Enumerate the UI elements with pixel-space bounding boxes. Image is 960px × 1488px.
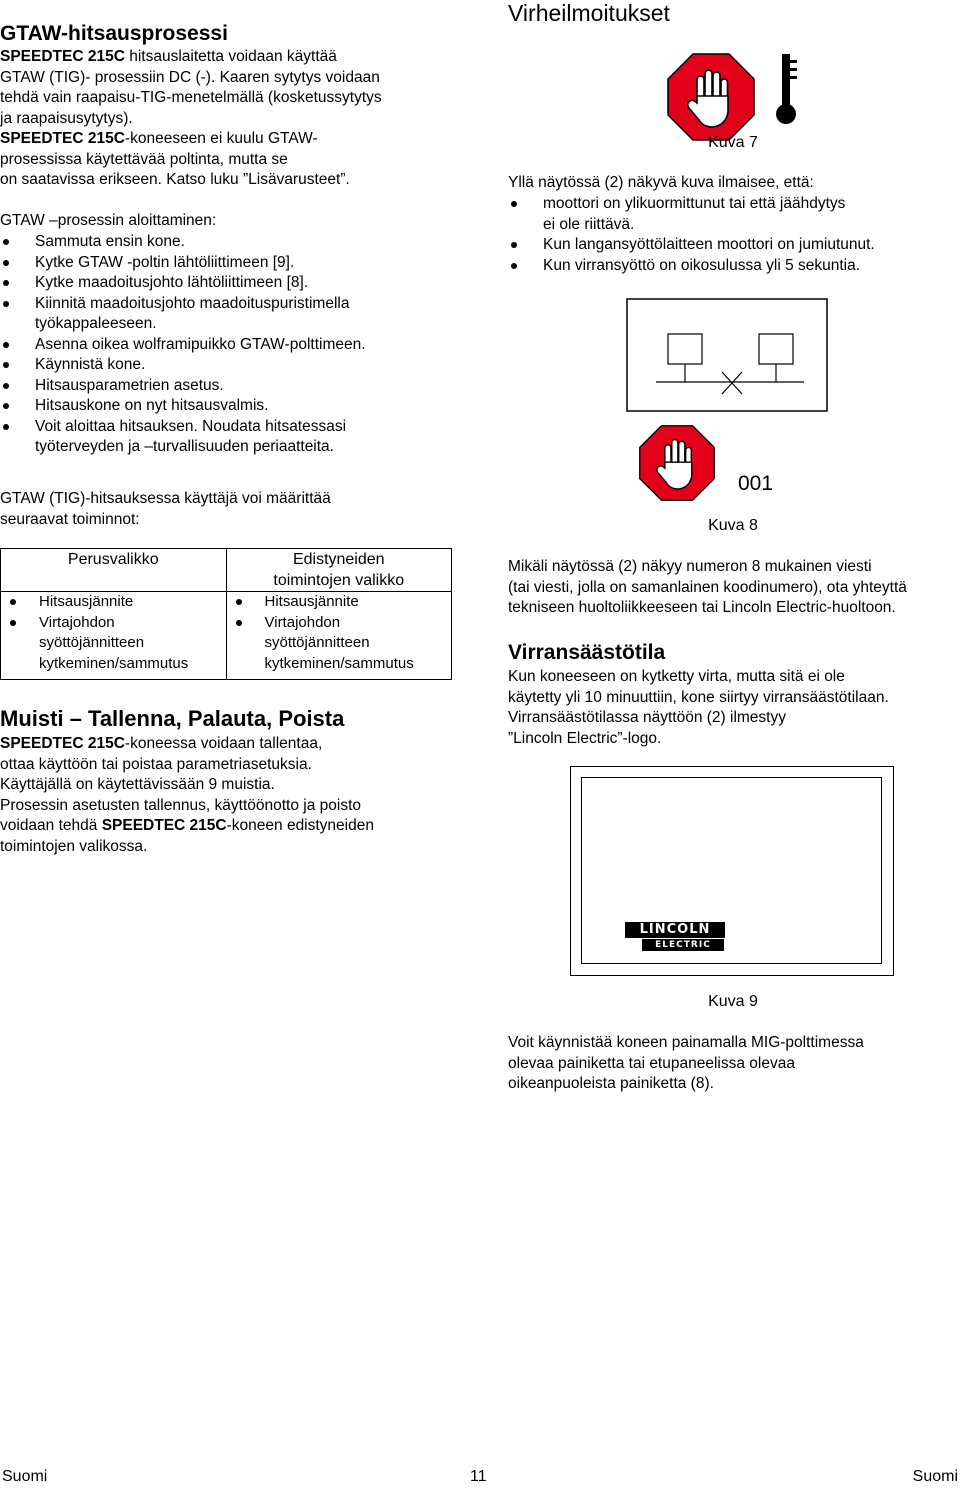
list-item-line: moottori on ylikuormittunut tai että jäähdytys [543,195,846,212]
user-def-line: GTAW (TIG)-hitsauksessa käyttäjä voi määrittää [0,490,331,507]
service-message [508,557,960,619]
user-def-text [0,489,480,530]
model-name: SPEEDTEC 215C [0,735,125,752]
gtaw-title: GTAW-hitsausprosessi [0,22,228,45]
table-cell-advanced [226,592,452,680]
list-item-line: työkappaleeseen. [35,315,157,332]
lincoln-logo-bottom: ELECTRIC [642,939,724,951]
list-item-line: kytkeminen/sammutus [264,654,414,672]
figure-caption-kuva7: Kuva 7 [708,134,758,151]
service-line: tekniseen huoltoliikkeeseen tai Lincoln Electric-huoltoon. [508,599,896,616]
memory-line: -koneen edistyneiden [226,817,374,834]
user-def-line: seuraavat toiminnot: [0,510,140,528]
intro-line: GTAW (TIG)- prosessiin DC (-). Kaaren sytytys voidaan [0,68,380,86]
start-line: olevaa painiketta tai etupaneelissa olevaa [508,1054,795,1072]
list-item [0,417,480,458]
start-steps [0,232,480,458]
model-name: SPEEDTEC 215C [0,48,125,65]
footer-language-left: Suomi [2,1468,48,1485]
error-code: 001 [738,472,774,495]
list-item: Kun virransyöttö on oikosulussa yli 5 sekuntia. [508,256,958,277]
list-item: Hitsausparametrien asetus. [0,376,480,397]
table-header-advanced [226,549,452,592]
memory-text [0,734,480,857]
intro-line: hitsauslaitetta voidaan käyttää [124,48,337,65]
intro-line: prosessissa käytettävää poltinta, mutta se [0,150,288,168]
list-item-line: Virtajohdon [264,613,341,631]
memory-line: Käyttäjällä on käytettävissään 9 muistia. [0,776,275,793]
list-item [1,613,226,675]
memory-line: ottaa käyttöön tai poistaa parametriasetuksia. [0,755,312,773]
power-save-text [508,667,960,749]
intro-line: on saatavissa erikseen. Katso luku ”Lisävarusteet”. [0,171,350,188]
errors-title: Virheilmoitukset [508,0,670,26]
list-item: Asenna oikea wolframipuikko GTAW-polttimeen. [0,335,480,356]
list-item: Hitsauskone on nyt hitsausvalmis. [0,396,480,417]
power-save-title: Virransäästötila [508,641,666,664]
figure-caption-kuva8: Kuva 8 [708,517,758,534]
intro-line: tehdä vain raapaisu-TIG-menetelmällä (kosketussytytys [0,89,382,106]
list-item [0,294,480,335]
footer-language-right: Suomi [912,1468,958,1485]
list-item: Kytke GTAW -poltin lähtöliittimeen [9]. [0,253,480,274]
memory-line: -koneessa voidaan tallentaa, [124,735,323,752]
intro-line: -koneeseen ei kuulu GTAW- [124,130,318,147]
list-item-line: Kiinnitä maadoitusjohto maadoituspuristimella [35,294,350,312]
service-line: Mikäli näytössä (2) näkyy numeron 8 mukainen viesti [508,558,872,575]
stop-hand-icon [638,424,716,502]
start-heading: GTAW –prosessin aloittaminen: [0,212,217,229]
list-item: Sammuta ensin kone. [0,232,480,253]
menu-table [0,548,452,680]
page-number: 11 [470,1468,487,1485]
stop-hand-icon [666,52,756,142]
power-line: Kun koneeseen on kytketty virta, mutta sitä ei ole [508,668,845,685]
header-line: toimintojen valikko [273,572,405,589]
header-line: Edistyneiden [292,551,385,568]
errors-list [508,194,958,276]
table-header-basic: Perusvalikko [1,549,227,592]
list-item: Hitsausjännite [1,592,226,613]
start-line: Voit käynnistää koneen painamalla MIG-polttimessa [508,1034,864,1051]
display-screen [581,777,882,964]
list-item: Kytke maadoitusjohto lähtöliittimeen [8]. [0,273,480,294]
list-item-line: ei ole riittävä. [543,215,635,233]
memory-line: voidaan tehdä [0,817,102,834]
power-line: ”Lincoln Electric”-logo. [508,729,662,747]
display-frame [570,766,894,976]
service-line: (tai viesti, jolla on samanlainen koodinumero), ota yhteyttä [508,578,907,596]
lincoln-logo-top: LINCOLN [625,922,725,938]
list-item [227,613,452,675]
list-item: Hitsausjännite [227,592,452,613]
list-item: Käynnistä kone. [0,355,480,376]
thermometer-icon [770,52,806,126]
list-item-line: työterveyden ja –turvallisuuden periaatteita. [35,438,334,455]
intro-line: ja raapaisusytytys). [0,109,133,127]
start-machine-text [508,1033,960,1095]
list-item-line: Virtajohdon [39,613,115,631]
power-line: käytetty yli 10 minuuttiin, kone siirtyy virransäästötilaan. [508,688,889,706]
memory-line: toimintojen valikossa. [0,837,148,855]
model-name: SPEEDTEC 215C [0,130,125,147]
gtaw-intro [0,47,480,191]
start-line: oikeanpuoleista painiketta (8). [508,1075,714,1092]
network-error-diagram [626,298,828,412]
errors-intro: Yllä näytössä (2) näkyvä kuva ilmaisee, että: [508,174,814,191]
model-name: SPEEDTEC 215C [101,817,227,834]
memory-line: Prosessin asetusten tallennus, käyttöönotto ja poisto [0,796,362,814]
figure-caption-kuva9: Kuva 9 [708,993,758,1010]
table-cell-basic [1,592,227,680]
power-line: Virransäästötilassa näyttöön (2) ilmestyy [508,709,786,726]
memory-title: Muisti – Tallenna, Palauta, Poista [0,706,345,731]
list-item [508,194,958,235]
list-item-line: syöttöjännitteen [264,634,370,651]
list-item-line: syöttöjännitteen [39,634,145,651]
list-item-line: Voit aloittaa hitsauksen. Noudata hitsatessasi [35,417,347,435]
list-item: Kun langansyöttölaitteen moottori on jumiutunut. [508,235,958,256]
list-item-line: kytkeminen/sammutus [39,654,189,672]
